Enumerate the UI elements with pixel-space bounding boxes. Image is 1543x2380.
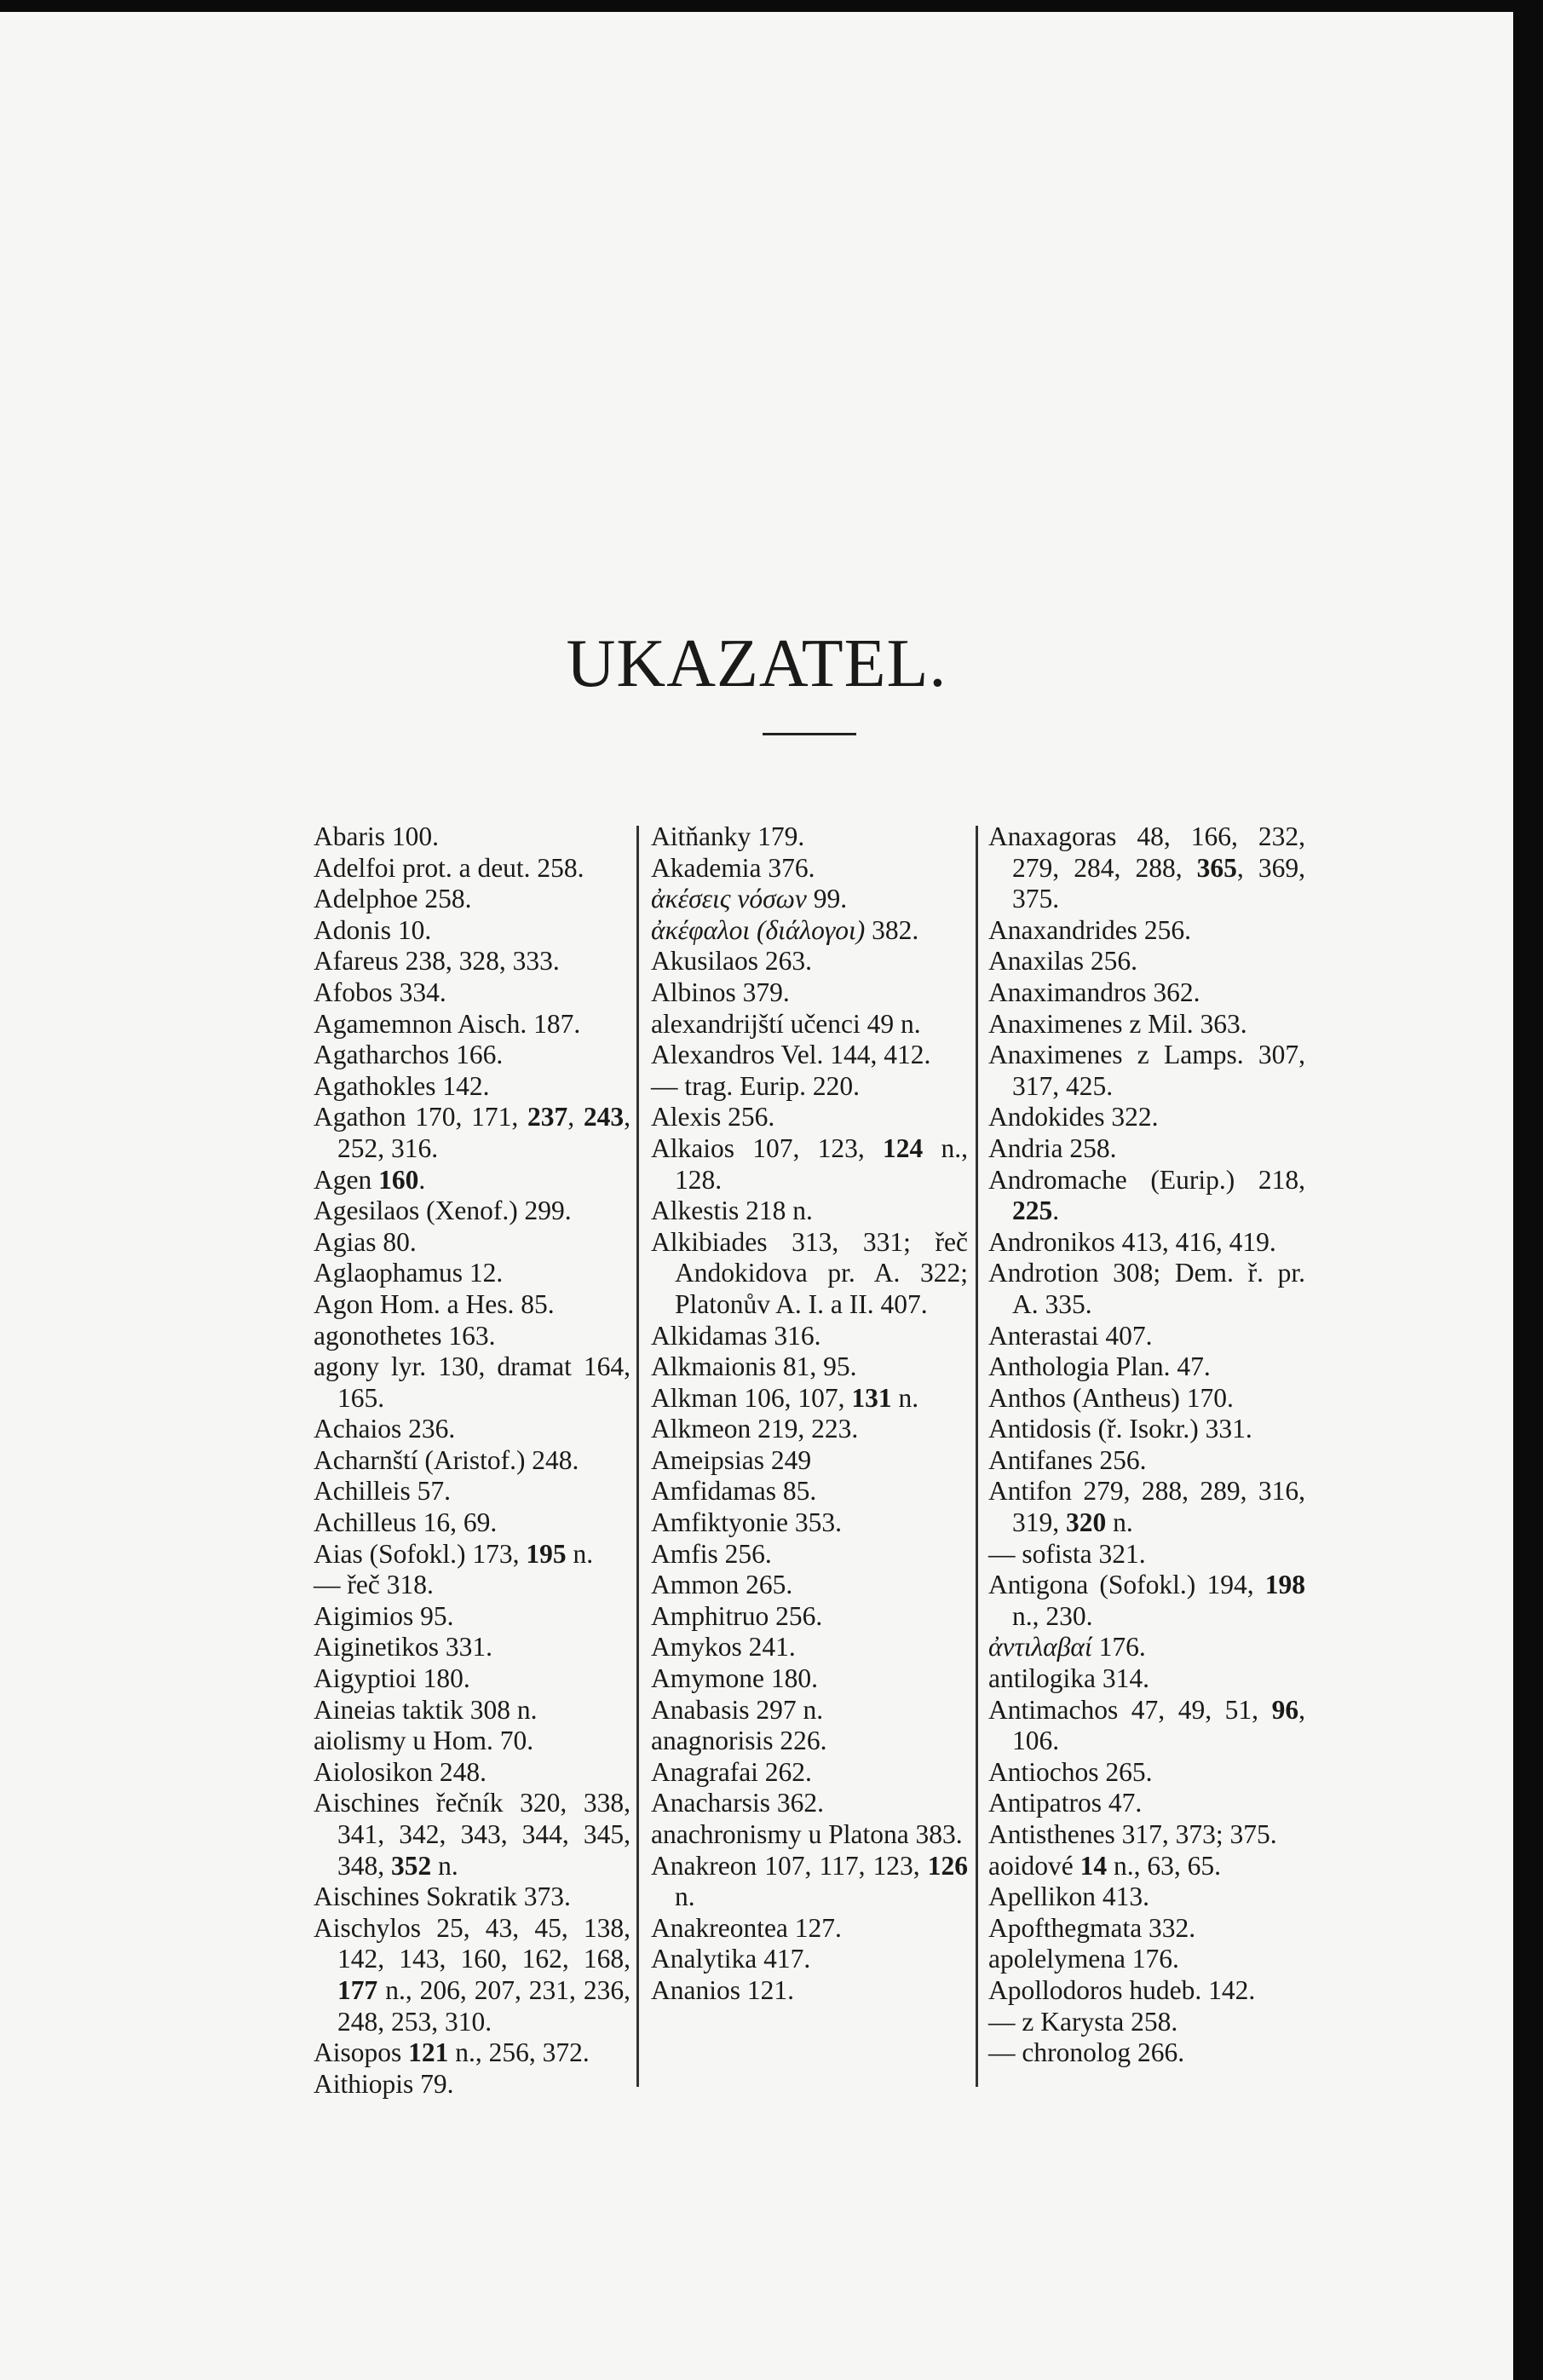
column-divider-1 <box>636 826 639 2087</box>
index-entry: Antigona (Sofokl.) 194, 198 n., 230. <box>988 1570 1305 1631</box>
index-entry: Achaios 236. <box>314 1414 456 1444</box>
index-entry: Anaximenes z Mil. 363. <box>988 1008 1247 1039</box>
index-entry: Antipatros 47. <box>988 1788 1143 1818</box>
index-column-2 <box>651 821 968 2007</box>
index-entry: Agathon 170, 171, 237, 243, 252, 316. <box>314 1102 631 1163</box>
index-entry: Anakreontea 127. <box>651 1912 842 1943</box>
index-entry: ἀντιλαβαί 176. <box>988 1632 1146 1663</box>
index-entry: Anacharsis 362. <box>651 1788 824 1818</box>
index-entry: Alkaios 107, 123, 124 n., 128. <box>651 1132 968 1195</box>
index-entry: Antisthenes 317, 373; 375. <box>988 1819 1277 1849</box>
index-entry: Aigyptioi 180. <box>314 1663 470 1694</box>
index-entry: Adelphoe 258. <box>314 884 472 914</box>
index-column-3 <box>988 821 1305 2069</box>
index-entry: Aiginetikos 331. <box>314 1632 492 1663</box>
index-entry: Amphitruo 256. <box>651 1600 823 1631</box>
index-entry: Anaximandros 362. <box>988 977 1200 1007</box>
index-entry: — trag. Eurip. 220. <box>651 1070 860 1101</box>
index-entry: Aigimios 95. <box>314 1600 454 1631</box>
index-entry: Akusilaos 263. <box>651 946 812 977</box>
index-entry: Ammon 265. <box>651 1570 793 1600</box>
index-entry: Acharnští (Aristof.) 248. <box>314 1444 579 1475</box>
index-entry: Anaxandrides 256. <box>988 914 1191 945</box>
index-entry: Anthos (Antheus) 170. <box>988 1382 1234 1413</box>
index-entry: Aisopos 121 n., 256, 372. <box>314 2037 590 2068</box>
index-entry: Alexandros Vel. 144, 412. <box>651 1040 931 1070</box>
index-entry: Apofthegmata 332. <box>988 1912 1196 1943</box>
index-entry: aiolismy u Hom. 70. <box>314 1726 534 1756</box>
index-entry: Anaxagoras 48, 166, 232, 279, 284, 288, 365, 369, 375. <box>988 821 1305 914</box>
index-entry: alexandrijští učenci 49 n. <box>651 1008 921 1039</box>
index-entry: Anagrafai 262. <box>651 1756 812 1787</box>
index-entry: Andronikos 413, 416, 419. <box>988 1226 1276 1257</box>
index-entry: Abaris 100. <box>314 821 439 851</box>
index-entry: Andria 258. <box>988 1132 1117 1163</box>
index-entry: antilogika 314. <box>988 1663 1149 1694</box>
index-entry: — z Karysta 258. <box>988 2006 1178 2037</box>
column-divider-2 <box>976 826 978 2087</box>
index-entry: Alexis 256. <box>651 1102 775 1132</box>
index-entry: Achilleus 16, 69. <box>314 1507 498 1538</box>
index-entry: Amfidamas 85. <box>651 1476 817 1507</box>
index-entry: Agamemnon Aisch. 187. <box>314 1008 581 1039</box>
index-entry: anachronismy u Platona 383. <box>651 1819 963 1849</box>
index-entry: Anaxilas 256. <box>988 946 1137 977</box>
index-entry: Alkmeon 219, 223. <box>651 1414 859 1444</box>
index-entry: Alkidamas 316. <box>651 1320 821 1351</box>
index-entry: Androtion 308; Dem. ř. pr. A. 335. <box>988 1258 1305 1319</box>
index-entry: Akademia 376. <box>651 852 815 883</box>
index-entry: anagnorisis 226. <box>651 1726 827 1756</box>
title-rule <box>763 733 856 735</box>
index-entry: Agatharchos 166. <box>314 1040 504 1070</box>
index-entry: ἀκέσεις νόσων 99. <box>651 884 848 914</box>
index-entry: aoidové 14 n., 63, 65. <box>988 1850 1221 1881</box>
index-entry: Agesilaos (Xenof.) 299. <box>314 1196 572 1226</box>
index-column-1 <box>314 821 630 2100</box>
index-entry: Amykos 241. <box>651 1632 796 1663</box>
index-entry: Achilleis 57. <box>314 1476 451 1507</box>
index-entry: Amfiktyonie 353. <box>651 1507 842 1538</box>
index-entry: Afareus 238, 328, 333. <box>314 946 560 977</box>
index-entry: Agathokles 142. <box>314 1070 490 1101</box>
index-entry: Aitňanky 179. <box>651 821 805 851</box>
index-entry: Andokides 322. <box>988 1102 1159 1132</box>
index-entry: Adonis 10. <box>314 914 432 945</box>
index-entry: Anterastai 407. <box>988 1320 1153 1351</box>
index-entry: agonothetes 163. <box>314 1320 496 1351</box>
index-entry: Afobos 334. <box>314 977 446 1007</box>
index-entry: Alkestis 218 n. <box>651 1196 813 1226</box>
index-entry: — řeč 318. <box>314 1570 434 1600</box>
index-entry: Antifon 279, 288, 289, 316, 319, 320 n. <box>988 1476 1305 1538</box>
index-entry: Aineias taktik 308 n. <box>314 1694 538 1725</box>
index-entry: Aischylos 25, 43, 45, 138, 142, 143, 160, 162, 168, 177 n., 206, 207, 231, 236, 248, 253, 310. <box>314 1912 630 2037</box>
scan-edge <box>1513 0 1543 2380</box>
index-entry: Antimachos 47, 49, 51, 96, 106. <box>988 1694 1305 1756</box>
index-entry: Albinos 379. <box>651 977 790 1007</box>
page-title: UKAZATEL. <box>566 626 947 701</box>
index-entry: Andromache (Eurip.) 218, 225. <box>988 1164 1305 1226</box>
index-entry: Ananios 121. <box>651 1974 794 2005</box>
index-entry: apolelymena 176. <box>988 1944 1179 1974</box>
index-entry: ἀκέφαλοι (διάλογοι) 382. <box>651 914 919 945</box>
index-entry: Agon Hom. a Hes. 85. <box>314 1288 555 1319</box>
book-page <box>0 12 1513 2380</box>
index-entry: Ameipsias 249 <box>651 1444 812 1475</box>
index-entry: Anakreon 107, 117, 123, 126 n. <box>651 1850 968 1912</box>
index-entry: Amfis 256. <box>651 1538 772 1569</box>
index-entry: Aias (Sofokl.) 173, 195 n. <box>314 1538 594 1569</box>
index-entry: Aischines řečník 320, 338, 341, 342, 343, 344, 345, 348, 352 n. <box>314 1788 630 1881</box>
index-entry: Apellikon 413. <box>988 1882 1149 1912</box>
index-entry: Anaximenes z Lamps. 307, 317, 425. <box>988 1040 1305 1101</box>
index-entry: — sofista 321. <box>988 1538 1146 1569</box>
index-entry: Agen 160. <box>314 1164 426 1195</box>
index-entry: — chronolog 266. <box>988 2037 1185 2068</box>
index-entry: Amymone 180. <box>651 1663 818 1694</box>
index-entry: Alkman 106, 107, 131 n. <box>651 1382 919 1413</box>
index-entry: Agias 80. <box>314 1226 417 1257</box>
index-entry: Anthologia Plan. 47. <box>988 1351 1211 1382</box>
index-entry: Antifanes 256. <box>988 1444 1147 1475</box>
index-entry: agony lyr. 130, dramat 164, 165. <box>314 1351 630 1413</box>
index-entry: Alkmaionis 81, 95. <box>651 1351 857 1382</box>
index-entry: Aithiopis 79. <box>314 2068 454 2099</box>
index-entry: Aiolosikon 248. <box>314 1756 487 1787</box>
index-entry: Adelfoi prot. a deut. 258. <box>314 852 584 883</box>
index-entry: Apollodoros hudeb. 142. <box>988 1974 1256 2005</box>
index-entry: Alkibiades 313, 331; řeč Andokidova pr. A. 322; Platonův A. I. a II. 407. <box>651 1226 968 1319</box>
index-entry: Aglaophamus 12. <box>314 1258 504 1288</box>
index-entry: Analytika 417. <box>651 1944 811 1974</box>
index-entry: Antiochos 265. <box>988 1756 1153 1787</box>
index-entry: Antidosis (ř. Isokr.) 331. <box>988 1414 1252 1444</box>
index-entry: Aischines Sokratik 373. <box>314 1882 571 1912</box>
index-entry: Anabasis 297 n. <box>651 1694 824 1725</box>
